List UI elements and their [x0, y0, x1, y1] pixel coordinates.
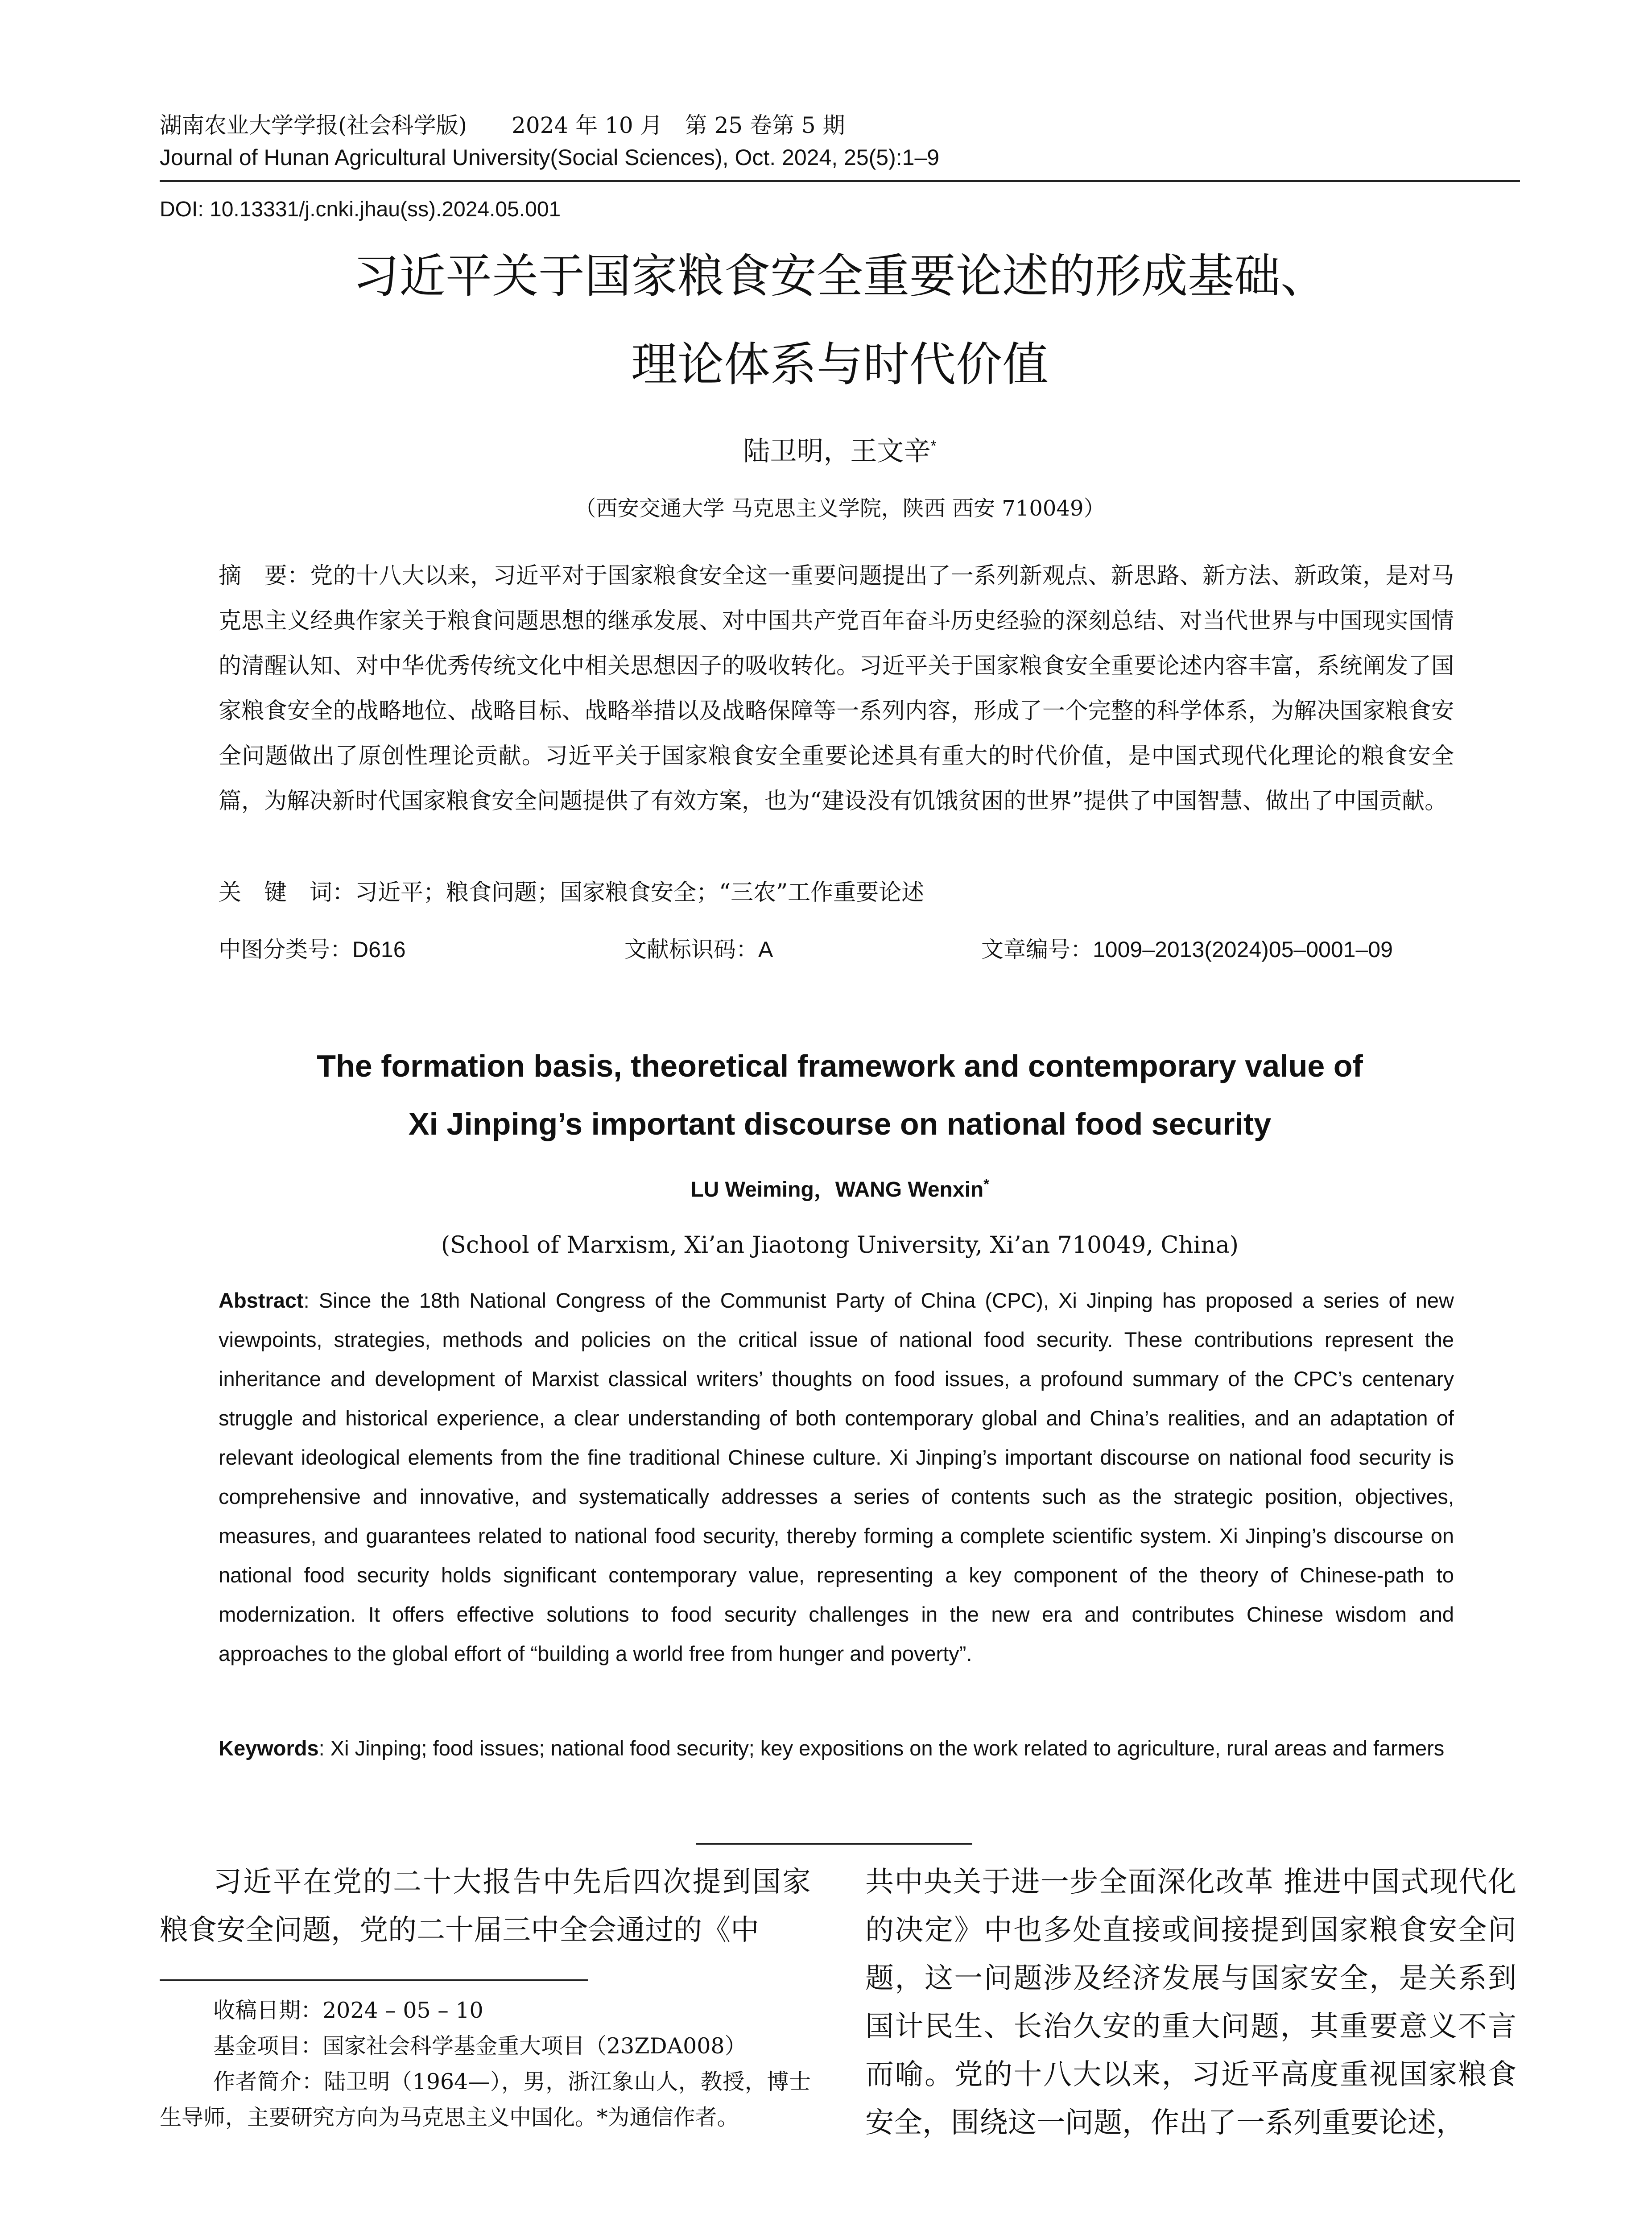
corresponding-mark: * [930, 438, 937, 454]
title-cn-line1: 习近平关于国家粮食安全重要论述的形成基础、 [352, 251, 1327, 302]
keywords-en-label: Keywords [219, 1736, 319, 1760]
article-number: 文章编号：1009–2013(2024)05–0001–09 [981, 937, 1393, 962]
title-en-line2: Xi Jinping’s important discourse on national food security [408, 1107, 1272, 1141]
keywords-cn-label: 关 键 词： [219, 880, 355, 905]
journal-header-cn: 湖南农业大学学报(社会科学版) 2024 年 10 月 第 25 卷第 5 期 [160, 112, 845, 138]
title-en-line1: The formation basis, theoretical framework and contemporary value of [317, 1049, 1363, 1083]
abstract-en-text: : Since the 18th National Congress of the Communist Party of China (CPC), Xi Jinping has proposed a series of new viewpoints, strategies, methods and policies on the critical issue of national food security. These contributions represent the inheritance and development of Marxist classical writers’ thoughts on food issues, a profound summary of the CPC’s centenary struggle and historical experience, a clear understanding of both contemporary global and China’s realities, and an adaptation of relevant ideological elements from the fine traditional Chinese culture. Xi Jinping’s important discourse on national food security is comprehensive and innovative, and systematically addresses a series of contents such as the strategic position, objectives, measures, and guarantees related to national food security, thereby forming a complete scientific system. Xi Jinping’s discourse on national food security holds significant contemporary value, representing a key component of the theory of Chinese-path to modernization. It offers effective solutions to food security challenges in the new era and contributes Chinese wisdom and approaches to the global effort of “building a world free from hunger and poverty”. [219, 1288, 1454, 1665]
journal-header-en: Journal of Hunan Agricultural University(Social Sciences), Oct. 2024, 25(5):1–9 [160, 145, 940, 170]
authors-cn [160, 428, 1520, 469]
affiliation-cn: （西安交通大学 马克思主义学院，陕西 西安 710049） [574, 496, 1105, 521]
authors-en [160, 1169, 1520, 1206]
section-divider [696, 1843, 972, 1845]
body-right-column: 共中央关于进一步全面深化改革 推进中国式现代化的决定》中也多处直接或间接提到国家粮食安全问题，这一问题涉及经济发展与国家安全，是关系到国计民生、长治久安的重大问题，其重要意义不言而喻。党的十八大以来，习近平高度重视国家粮食安全，围绕这一问题，作出了一系列重要论述， [865, 1866, 1516, 2139]
affiliation-en: (School of Marxism, Xi’an Jiaotong University, Xi’an 710049, China) [441, 1232, 1239, 1259]
authors-cn-names: 陆卫明，王文辛 [743, 436, 931, 466]
footnote-received: 收稿日期：2024 – 05 – 10 [213, 1998, 483, 2023]
doi: DOI: 10.13331/j.cnki.jhau(ss).2024.05.001 [160, 198, 561, 221]
abstract-cn [219, 553, 1454, 824]
abstract-cn-label: 摘 要： [219, 563, 310, 588]
abstract-cn-text: 党的十八大以来，习近平对于国家粮食安全这一重要问题提出了一系列新观点、新思路、新方法、新政策，是对马克思主义经典作家关于粮食问题思想的继承发展、对中国共产党百年奋斗历史经验的深刻总结、对当代世界与中国现实国情的清醒认知、对中华优秀传统文化中相关思想因子的吸收转化。习近平关于国家粮食安全重要论述内容丰富，系统阐发了国家粮食安全的战略地位、战略目标、战略举措以及战略保障等一系列内容，形成了一个完整的科学体系，为解决国家粮食安全问题做出了原创性理论贡献。习近平关于国家粮食安全重要论述具有重大的时代价值，是中国式现代化理论的粮食安全篇，为解决新时代国家粮食安全问题提供了有效方案，也为“建设没有饥饿贫困的世界”提供了中国智慧、做出了中国贡献。 [219, 563, 1454, 814]
document-code: 文献标识码：A [624, 937, 773, 962]
footnote-author: 作者简介：陆卫明（1964—），男，浙江象山人，教授，博士生导师，主要研究方向为马克思主义中国化。*为通信作者。 [160, 2069, 811, 2130]
clc-number: 中图分类号：D616 [219, 937, 406, 962]
keywords-en [219, 1729, 1454, 1768]
keywords-cn [219, 877, 924, 909]
abstract-en-label: Abstract [219, 1288, 304, 1312]
keywords-cn-text: 习近平；粮食问题；国家粮食安全；“三农”工作重要论述 [355, 880, 925, 906]
abstract-en [219, 1281, 1454, 1673]
keywords-en-text: : Xi Jinping; food issues; national food security; key expositions on the work related to agriculture, rural areas and farmers [318, 1736, 1445, 1760]
header-divider [160, 180, 1520, 182]
body-left-column: 习近平在党的二十大报告中先后四次提到国家粮食安全问题，党的二十届三中全会通过的《中 [160, 1866, 811, 1947]
footnotes [160, 1993, 811, 2135]
footnote-fund: 基金项目：国家社会科学基金重大项目（23ZDA008） [213, 2033, 747, 2059]
title-cn-line2: 理论体系与时代价值 [631, 339, 1049, 391]
footnote-divider [160, 1979, 588, 1981]
corresponding-mark-en: * [983, 1176, 989, 1192]
authors-en-names: LU Weiming，WANG Wenxin [690, 1178, 984, 1202]
